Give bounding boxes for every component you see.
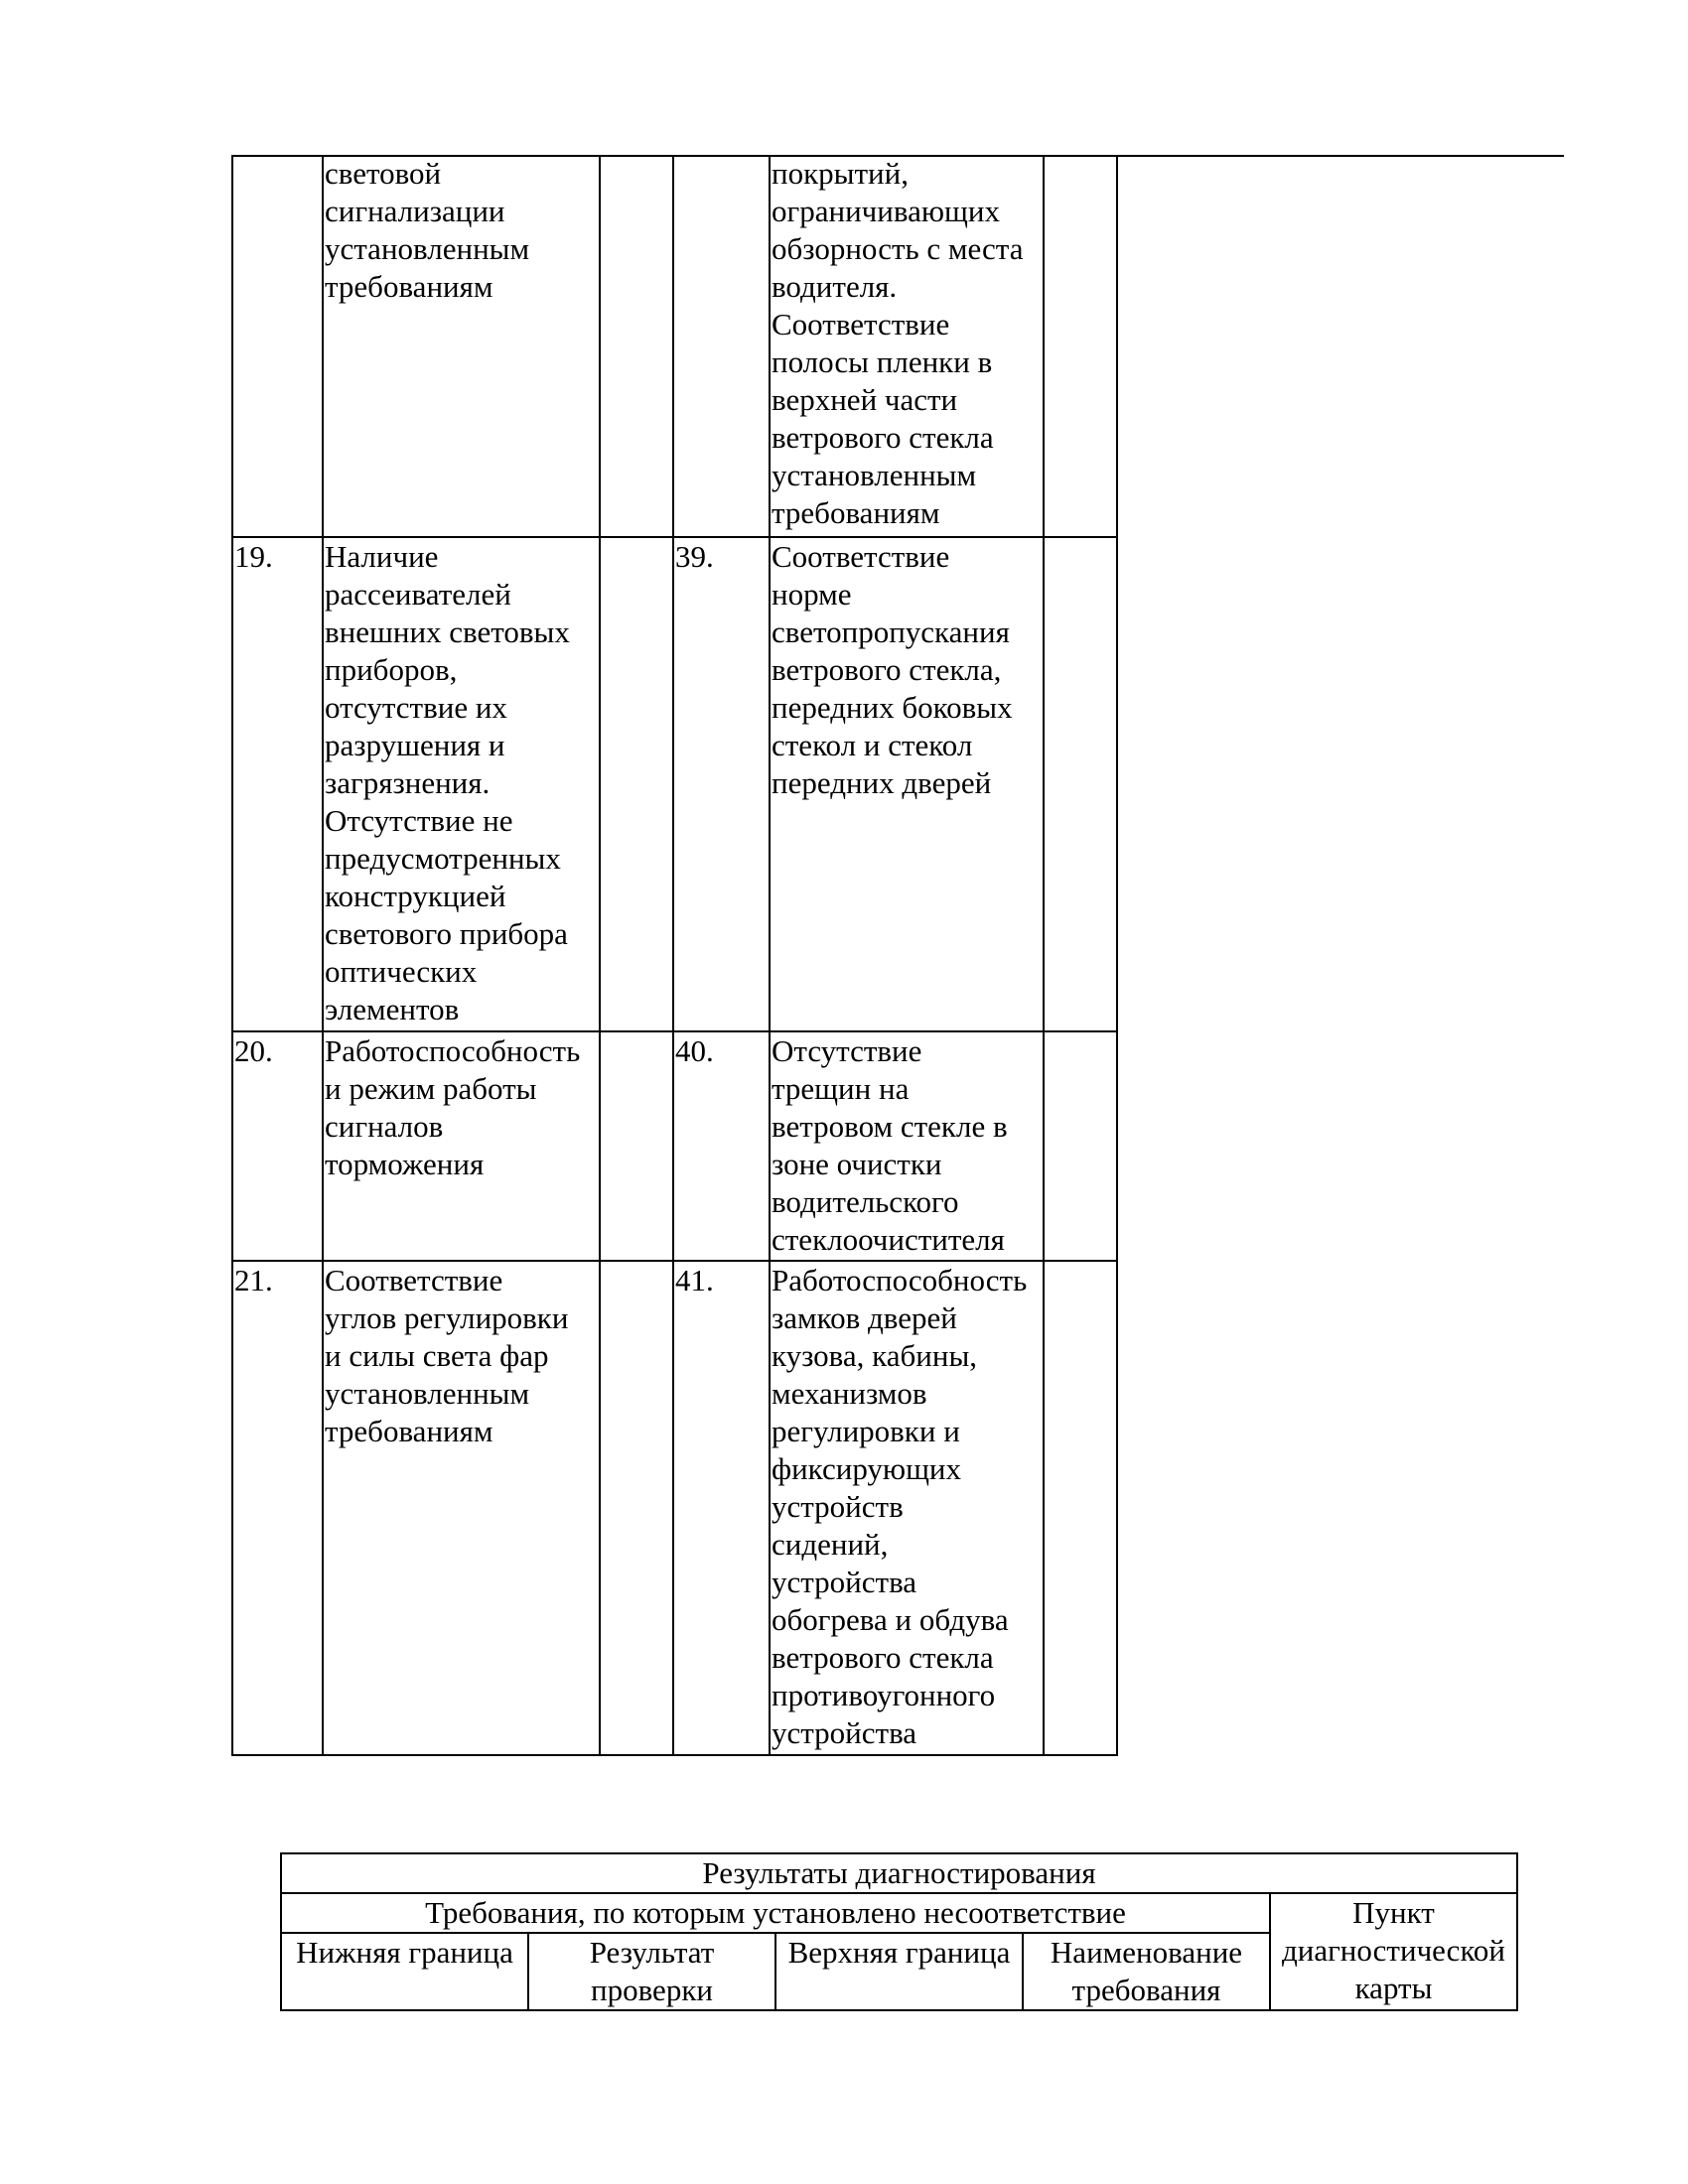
item-text-right: Соответствие норме светопропускания ветрового стекла, передних боковых стекол и стекол передних дверей <box>770 537 1044 1031</box>
diagnostic-results-table <box>280 1852 1518 2011</box>
results-title: Результаты диагностирования <box>281 1853 1517 1893</box>
item-number-right: 39. <box>673 537 770 1031</box>
table-row <box>232 537 1117 1031</box>
item-text-left: световой сигнализации установленным требованиям <box>323 155 600 537</box>
requirements-header: Требования, по которым установлено несоответствие <box>281 1893 1270 1933</box>
item-text-left: Работоспособность и режим работы сигналов торможения <box>323 1031 600 1261</box>
item-mark-right <box>1044 155 1117 537</box>
item-number-right: 40. <box>673 1031 770 1261</box>
item-text-right: Отсутствие трещин на ветровом стекле в зоне очистки водительского стеклоочистителя <box>770 1031 1044 1261</box>
item-mark-left <box>600 1261 673 1755</box>
item-mark-left <box>600 155 673 537</box>
results-subheader-row <box>281 1893 1517 1933</box>
diagnostic-checklist-table <box>231 155 1118 1756</box>
item-text-right: покрытий, ограничивающих обзорность с места водителя. Соответствие полосы пленки в верхней части ветрового стекла установленным требованиям <box>770 155 1044 537</box>
item-number-left: 19. <box>232 537 323 1031</box>
item-text-left: Наличие рассеивателей внешних световых приборов, отсутствие их разрушения и загрязнения. Отсутствие не предусмотренных конструкцией светового прибора оптических элементов <box>323 537 600 1031</box>
upper-bound-header: Верхняя граница <box>775 1933 1023 2010</box>
item-number-left: 20. <box>232 1031 323 1261</box>
item-text-right: Работоспособность замков дверей кузова, кабины, механизмов регулировки и фиксирующих устройств сидений, устройства обогрева и обдува ветрового стекла противоугонного устройства <box>770 1261 1044 1755</box>
item-number-right: 41. <box>673 1261 770 1755</box>
table-row <box>232 1031 1117 1261</box>
table-row <box>232 1261 1117 1755</box>
diagnostic-card-point-header: Пункт диагностической карты <box>1270 1893 1517 2010</box>
table-row <box>232 155 1117 537</box>
item-number-left <box>232 155 323 537</box>
requirement-name-header: Наименование требования <box>1023 1933 1270 2010</box>
item-mark-right <box>1044 1261 1117 1755</box>
lower-bound-header: Нижняя граница <box>281 1933 528 2010</box>
item-number-right <box>673 155 770 537</box>
check-result-header: Результат проверки <box>528 1933 775 2010</box>
item-mark-left <box>600 1031 673 1261</box>
item-number-left: 21. <box>232 1261 323 1755</box>
item-mark-right <box>1044 537 1117 1031</box>
item-mark-left <box>600 537 673 1031</box>
item-text-left: Соответствие углов регулировки и силы света фар установленным требованиям <box>323 1261 600 1755</box>
item-mark-right <box>1044 1031 1117 1261</box>
results-title-row <box>281 1853 1517 1893</box>
